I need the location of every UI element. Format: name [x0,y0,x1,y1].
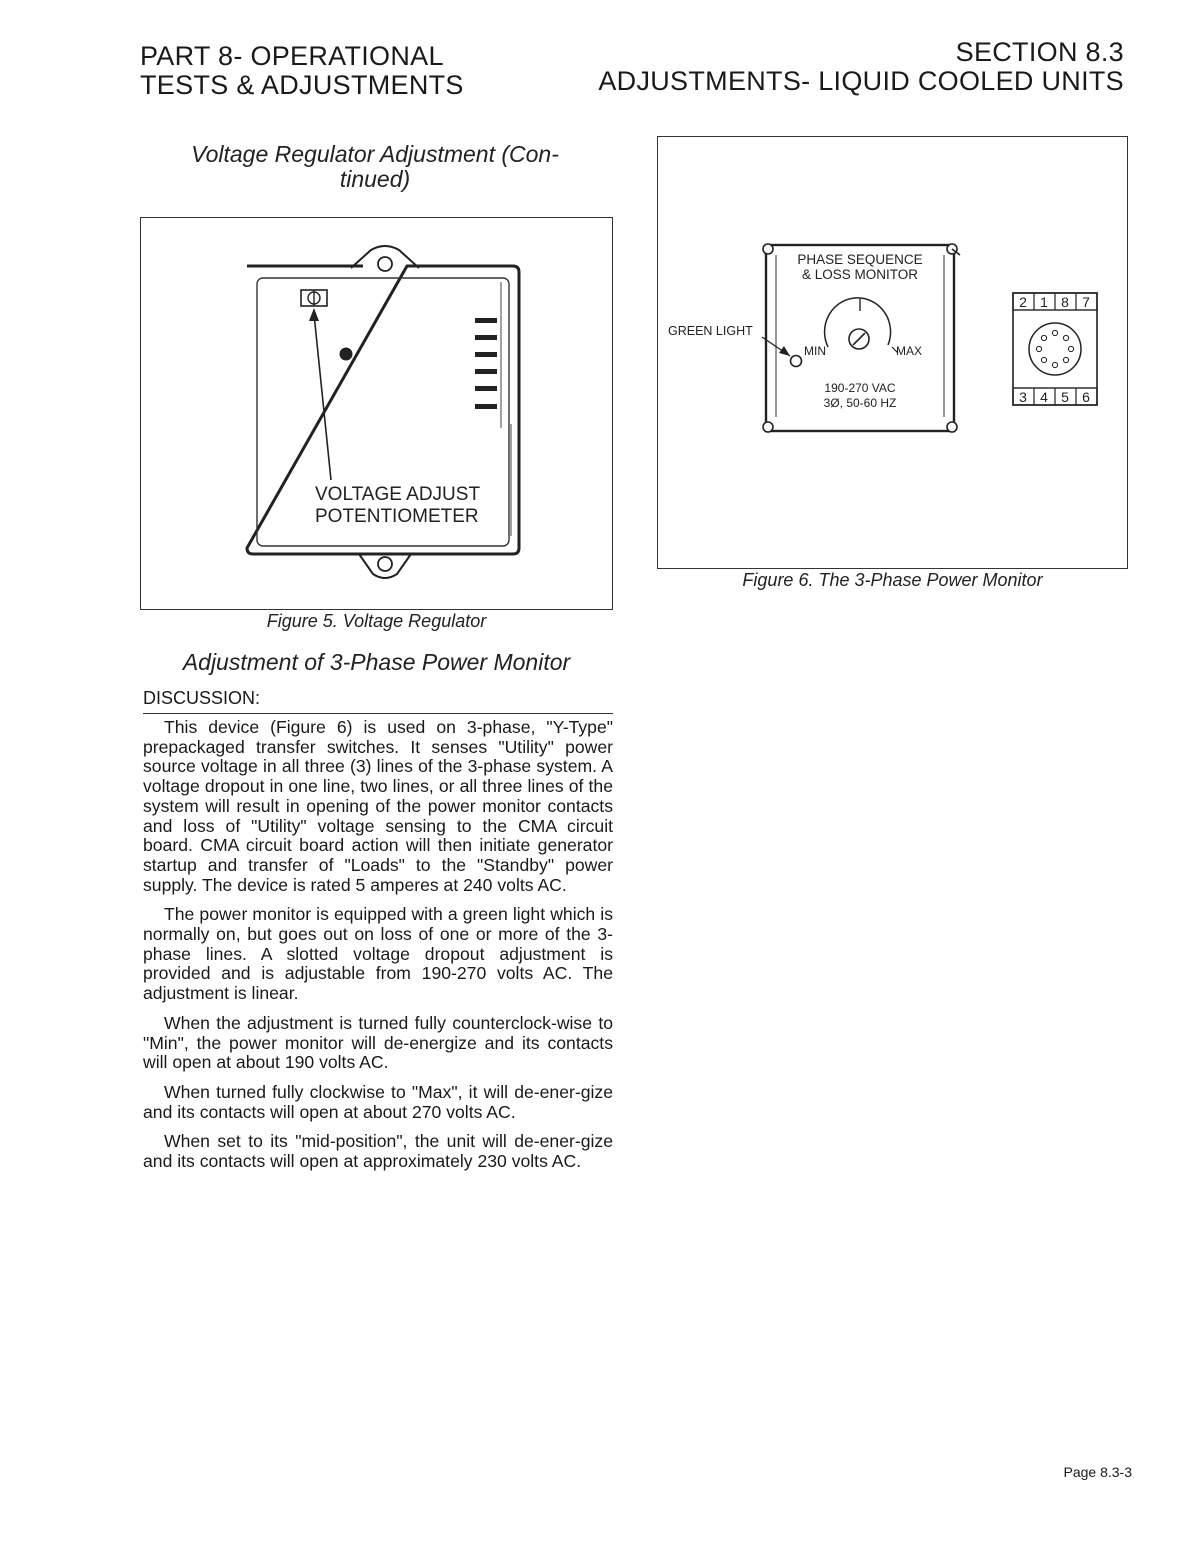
paragraph-2: The power monitor is equipped with a green light which is normally on, but goes out on loss of one or more of the 3-phase lines. A slotted voltage dropout adjustment is provided and is adjustable from 190-270 volts AC. The adjustment is linear. [143,904,613,1004]
section-header-line1: SECTION 8.3 [955,37,1124,67]
voltage-regulator-diagram [141,218,614,611]
max-label: MAX [896,344,923,358]
part-header [140,42,464,100]
pin-8: 8 [1061,294,1069,310]
part-header-line1: PART 8- OPERATIONAL [140,41,444,71]
led-dot [340,348,353,361]
pin-6: 6 [1082,389,1090,405]
part-header-line2: TESTS & ADJUSTMENTS [140,70,464,100]
section-header [598,38,1124,96]
pin-4: 4 [1040,389,1048,405]
rating-line1: 190-270 VAC [824,381,896,395]
subheading-line1: Voltage Regulator Adjustment (Con- [191,141,559,167]
paragraph-3: When the adjustment is turned fully counterclock-wise to "Min", the power monitor will de-energize and its contacts will open at about 190 volts AC. [143,1012,613,1073]
rating-line2: 3Ø, 50-60 HZ [823,396,897,410]
discussion-underline [143,713,613,714]
green-light-label: GREEN LIGHT [668,324,753,338]
figure5-frame [140,217,613,610]
pin-1: 1 [1040,294,1048,310]
pin-5: 5 [1061,389,1069,405]
section-heading: Adjustment of 3-Phase Power Monitor [182,649,571,675]
power-monitor-diagram [658,137,1129,570]
subheading-line2: tinued) [339,166,411,192]
potentiometer-label-line1: VOLTAGE ADJUST [315,484,481,505]
green-light-indicator [791,356,802,367]
pin-3: 3 [1019,389,1027,405]
voltage-regulator-subheading [140,142,610,192]
paragraph-4: When turned fully clockwise to "Max", it will de-ener-gize and its contacts will open at about 270 volts AC. [143,1081,613,1122]
figure6-frame [657,136,1128,569]
discussion-label: DISCUSSION: [143,688,261,708]
potentiometer-label-line2: POTENTIOMETER [315,506,479,527]
pin-7: 7 [1082,294,1090,310]
min-label: MIN [804,344,826,358]
pin-2: 2 [1019,294,1027,310]
paragraph-1: This device (Figure 6) is used on 3-phase, "Y-Type" prepackaged transfer switches. It senses "Utility" power source voltage in all three (3) lines of the 3-phase system. A voltage dropout in one line, two lines, or all three lines of the system will result in opening of the power monitor contacts and loss of "Utility" voltage sensing to the CMA circuit board. CMA circuit board action will then initiate generator startup and transfer of "Loads" to the "Standby" power supply. The device is rated 5 amperes at 240 volts AC. [143,717,613,895]
section-header-line2: ADJUSTMENTS- LIQUID COOLED UNITS [598,66,1124,96]
paragraph-5: When set to its "mid-position", the unit will de-ener-gize and its contacts will open at approximately 230 volts AC. [143,1131,613,1172]
page-number: Page 8.3-3 [1063,1464,1132,1480]
monitor-title-line2: & LOSS MONITOR [801,267,919,282]
leader-arrowhead [309,308,319,321]
top-mount-hole [378,257,392,271]
figure6-caption: Figure 6. The 3-Phase Power Monitor [742,570,1043,590]
monitor-title-line1: PHASE SEQUENCE [797,252,923,267]
bottom-mount-hole [378,557,392,571]
figure5-caption: Figure 5. Voltage Regulator [266,611,487,631]
discussion-body [143,718,613,1182]
